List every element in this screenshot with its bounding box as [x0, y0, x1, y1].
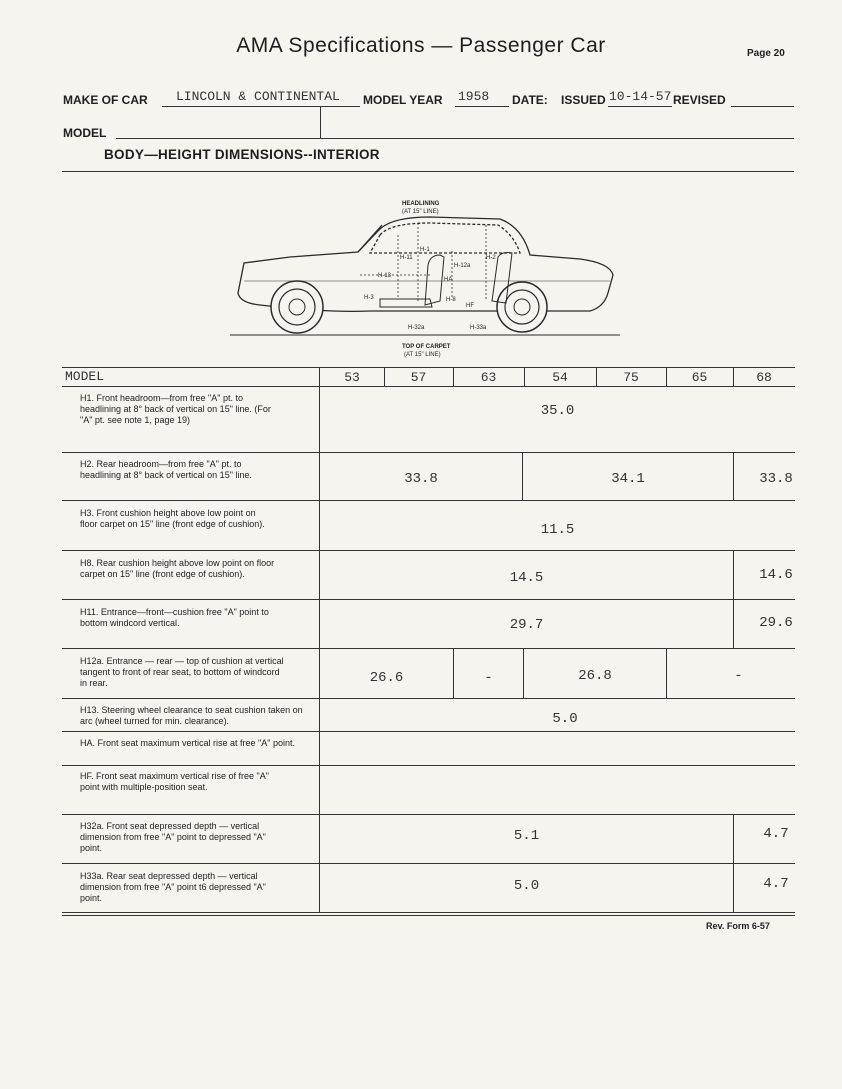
model-year-label: MODEL YEAR [363, 93, 443, 107]
row-divider [62, 500, 795, 501]
page-title: AMA Specifications — Passenger Car [236, 34, 606, 57]
front-wheel [271, 281, 323, 333]
row-label-h12a: H12a. Entrance — rear — top of cushion at vertical tangent to front of rear seat, to bottom of windcord in rear. [80, 656, 284, 688]
value-h2-c: 33.8 [759, 471, 793, 487]
col-header-68: 68 [756, 370, 772, 385]
value-h2-b: 34.1 [611, 471, 645, 487]
value-h3: 11.5 [540, 522, 575, 538]
issued-value: 10-14-57 [609, 89, 672, 104]
diagram-label-h1: H-1 [420, 247, 430, 253]
car-diagram [230, 195, 620, 365]
diagram-label-h8: H-8 [446, 297, 456, 303]
make-label: MAKE OF CAR [63, 93, 148, 107]
row-label-h3: H3. Front cushion height above low point on floor carpet on 15" line (front edge of cushion). [80, 508, 265, 529]
headlining-sublabel: (AT 15" LINE) [402, 209, 439, 215]
carpet-sublabel: (AT 15" LINE) [404, 352, 441, 358]
row-divider [62, 452, 795, 453]
revised-underline [731, 106, 794, 107]
diagram-label-h2: H-2 [486, 255, 496, 261]
model-label: MODEL [63, 126, 107, 140]
row-label-h13: H13. Steering wheel clearance to seat cushion taken on arc (wheel turned for min. clearance). [80, 705, 303, 726]
date-label: DATE: [512, 93, 548, 107]
value-h1: 35.0 [540, 403, 575, 419]
diagram-label-h32a: H-32a [408, 325, 425, 331]
col-header-75: 75 [623, 370, 639, 385]
make-value: LINCOLN & CONTINENTAL [176, 89, 340, 104]
col-header-53: 53 [344, 370, 360, 385]
issued-label: ISSUED [561, 93, 606, 107]
col-header-54: 54 [552, 370, 568, 385]
col-header-63: 63 [480, 370, 497, 385]
value-h33a-a: 5.0 [513, 878, 540, 894]
form-number: Rev. Form 6-57 [706, 921, 770, 931]
issued-underline [608, 106, 672, 107]
row-label-h2: H2. Rear headroom—from free "A" pt. to headlining at 8° back of vertical on 15" line. [80, 459, 252, 480]
value-h32a-b: 4.7 [763, 826, 789, 842]
diagram-label-h11: H-11 [400, 255, 413, 261]
table-top-rule [62, 367, 795, 368]
value-h32a-a: 5.1 [513, 828, 540, 844]
revised-label: REVISED [673, 93, 726, 107]
value-h11-b: 29.6 [759, 615, 793, 631]
row-divider [62, 550, 795, 551]
section-title: BODY—HEIGHT DIMENSIONS--INTERIOR [104, 147, 380, 162]
dimension-lines [360, 223, 486, 301]
row-divider [62, 765, 795, 766]
diagram-label-h13: H-13 [378, 273, 392, 279]
value-h11-a: 29.7 [509, 617, 544, 633]
row-divider [62, 599, 795, 600]
rear-wheel [497, 282, 547, 332]
diagram-labels [364, 201, 496, 358]
headlining-label: HEADLINING [402, 201, 440, 207]
row-label-ha: HA. Front seat maximum vertical rise at free "A" point. [80, 738, 295, 748]
page-number: Page 20 [747, 48, 785, 59]
value-h12a-c: 26.8 [578, 668, 612, 684]
col-header-57: 57 [410, 370, 427, 385]
row-divider [62, 731, 795, 732]
row-label-h8: H8. Rear cushion height above low point on floor carpet on 15" line (front edge of cushion). [80, 558, 275, 579]
value-h12a-a: 26.6 [369, 670, 404, 686]
value-h8-a: 14.5 [509, 570, 544, 586]
row-divider [62, 863, 795, 864]
diagram-label-h12a: H-12a [454, 263, 471, 269]
model-year-value: 1958 [458, 89, 490, 104]
diagram-label-hf: HF [466, 303, 474, 309]
make-underline [162, 106, 360, 107]
model-column-header: MODEL [65, 369, 105, 384]
diagram-label-h33a: H-33a [470, 325, 487, 331]
section-rule [62, 171, 794, 172]
row-divider [62, 698, 795, 699]
carpet-label: TOP OF CARPET [402, 344, 451, 350]
value-h2-a: 33.8 [404, 471, 438, 487]
model-year-underline [455, 106, 509, 107]
value-h12a-b: - [484, 670, 493, 686]
value-h8-b: 14.6 [759, 567, 793, 583]
row-label-hf: HF. Front seat maximum vertical rise of free "A" point with multiple-position seat. [80, 771, 269, 792]
car-roof-interior [370, 223, 520, 253]
row-label-h11: H11. Entrance—front—cushion free "A" point to bottom windcord vertical. [80, 607, 269, 628]
value-h13: 5.0 [552, 711, 578, 727]
row-divider [62, 648, 795, 649]
row-divider [62, 814, 795, 815]
value-h12a-d: - [734, 668, 743, 684]
diagram-label-ha: HA [444, 277, 453, 283]
col-header-65: 65 [691, 370, 708, 385]
row-label-h33a: H33a. Rear seat depressed depth — vertical dimension from free "A" point t6 depressed "A" point. [80, 871, 266, 903]
model-underline [116, 138, 794, 139]
value-h33a-b: 4.7 [763, 876, 789, 892]
table-bottom-rule-2 [62, 915, 795, 916]
diagram-label-h3: H-3 [364, 295, 374, 301]
row-label-h1: H1. Front headroom—from free "A" pt. to headlining at 8° back of vertical on 15" line. (For "A" pt. see note 1, page 19) [80, 393, 271, 425]
row-label-h32a: H32a. Front seat depressed depth — vertical dimension from free "A" point to depressed "A" point. [80, 821, 266, 853]
windshield-line [358, 225, 382, 252]
table-bottom-rule [62, 912, 795, 913]
model-divider [320, 107, 321, 138]
table-header-rule [62, 386, 795, 387]
